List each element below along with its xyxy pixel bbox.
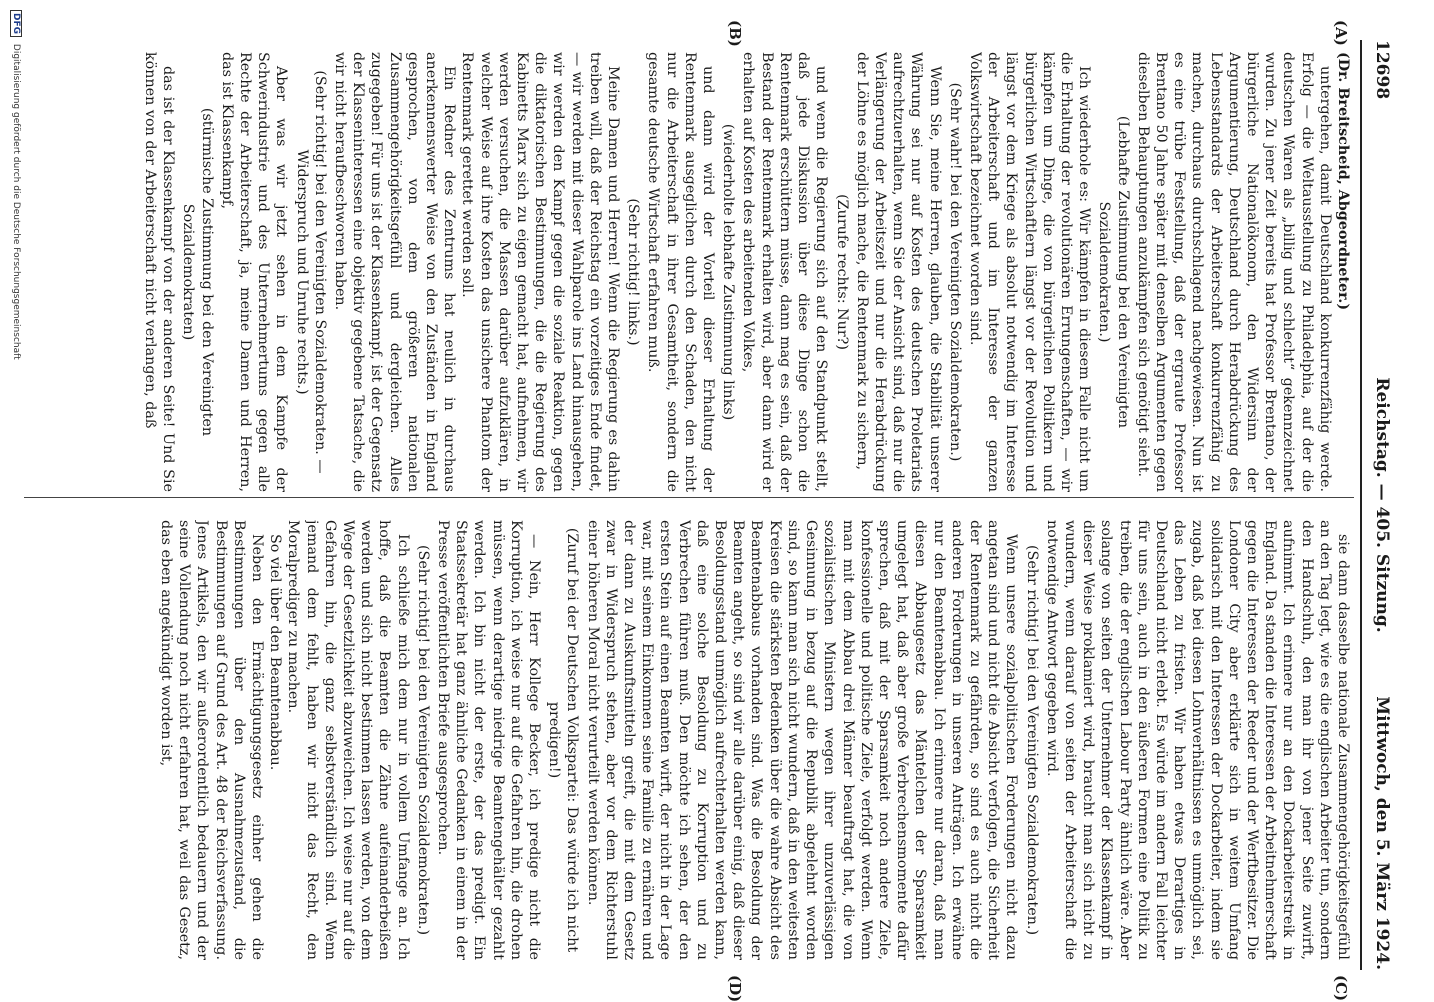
credit-text: Digitalisierung gefördert durch die Deutsche Forschungsgemeinschaft xyxy=(11,43,21,360)
paragraph: Ein Redner des Zentrums hat neulich in durchaus anerkennenswerter Weise von den Zuständen in England gesprochen, von dem größeren nationalen Zusammengehörigkeitsgefühl und dergleichen. Alles zugegeben! Für uns ist der Klassenkampf, ist der Gegensatz der Klasseninteressen eine objektiv gegebene Tatsache, die wir nicht heraufbeschworen haben. xyxy=(332,52,458,492)
paragraph: So viel über den Beamtenabbau. xyxy=(267,534,284,771)
paragraph: Ich schließe mich dem nur in vollem Umfange an. Ich hoffe, daß die Beamten die Zähne aufeinanderbeißen werden und sich nicht bestimmen lassen werden, von dem Wege der Gesetzlichkeit abzuweichen. Ich weise nur auf die Gefahren hin, die ganz selbstverständlich sind. Wenn jemand dem fehlt, haben wir nicht das Recht, den Moralprediger zu machen. xyxy=(285,520,411,960)
paragraph: Neben den Ermächtigungsgesetz einher gehen die Bestimmungen über den Ausnahmezustand, die Bestimmungen auf Grund des Art. 48 der Reichsverfassung. Jenes Artikels, den wir außerordentlich bedauern und der seine Vollendung noch nicht erfahren hat, weil das Gesetz, das eben angekündigt worden ist, xyxy=(158,520,266,960)
session-date: Mittwoch, den 5. März 1924. xyxy=(1372,696,1392,970)
paragraph: — Nein, Herr Kollege Becker, ich predige nicht die Korruption, ich weise nur auf die Gefahren hin, die drohen müssen, wenn derartige niedrige Beamtengehälter gezahlt werden. Ich bin nicht der erste, der das predigt. Ein Staatssekretär hat ganz ähnliche Gedanken in einem in der Presse veröffentlichten Briefe ausgesprochen. xyxy=(435,520,543,960)
interjection: (Zurufe rechts: Nur?) xyxy=(833,194,850,350)
paragraph: und wenn die Regierung sich auf den Standpunkt stellt, daß jede Diskussion über diese Dinge schon die Rentenmark erschüttern müsse, dann mag es sein, daß der Bestand der Rentenmark erhalten wird, aber dann wird er erhalten auf Kosten des arbeitenden Volkes, xyxy=(740,52,830,492)
interjection: (wiederholte lebhafte Zustimmung links) xyxy=(720,123,737,421)
paragraph: das ist der Klassenkampf von der anderen Seite! Und Sie können von der Arbeiterschaft nicht verlangen, daß xyxy=(142,52,177,492)
paragraph: Meine Damen und Herren! Wenn die Regierung es dahin treiben will, daß der Reichstag ein vorzeitiges Ende findet, — wir werden mit dieser Wahlparole ins Land hinausgehen, wir werden den Kampf gegen die soziale Reaktion, gegen die diktatorischen Bestimmungen, die die Regierung des Kabinetts Marx sich zu eigen gemacht hat, aufnehmen, wir werden versuchen, die Massen darüber aufzuklären, in welcher Weise auf ihre Kosten das unsichere Phantom der Rentenmark gerettet werden soll. xyxy=(459,52,622,492)
paragraph: Aber was wir jetzt sehen in dem Kampfe der Schwerindustrie und des Unternehmertums gegen alle Rechte der Arbeiterschaft, ja, meine Damen und Herren, das ist Klassenkampf, xyxy=(218,52,290,492)
margin-marker-a: (A) xyxy=(1332,20,1350,46)
interjection: (Sehr richtig! bei den Vereinigten Sozialdemokraten. — Widerspruch und Unruhe rechts.) xyxy=(293,70,328,474)
paragraph: sie dann dasselbe nationale Zusammengehörigkeitsgefühl an den Tag legt, wie es die englischen Arbeiter tun, sondern den Handschuh, den man ihr von jener Seite zuwirft, aufnimmt. Ich erinnere nur an den Dockarbeiterstreik in England. Da standen die Interessen der Arbeitnehmerschaft gegen die Interessen der Reeder und der Werftbesitzer. Die Londoner City aber erklärte sich in weitem Umfang solidarisch mit den Interessen der Dockarbeiter, indem sie zugab, daß bei diesen Lohnverhältnissen es unmöglich sei, das Leben zu fristen. Wir haben etwas Derartiges in Deutschland nicht erlebt. Es würde im andern Fall leichter für uns sein, auch in den äußeren Formen eine Politik zu treiben, die der englischen Labour Party ähnlich wäre. Aber solange von seiten der Unternehmer der Klassenkampf in dieser Weise proklamiert wird, braucht man sich nicht zu wundern, wenn darauf von seiten der Arbeiterschaft die notwendige Antwort gegeben wird. xyxy=(1043,520,1351,960)
paragraph: Wenn unsere sozialpolitischen Forderungen nicht dazu angetan sind und nicht die Absicht verfolgen, die Sicherheit der Rentenmark zu gefährden, so sind es auch nicht die anderen Forderungen in unseren Anträgen. Ich erwähne nur den Beamtenabbau. Ich erinnere nur daran, daß man diesen Abbaugesetz das Mäntelchen der Sparsamkeit umgelegt hat, daß aber große Verbrechensmomente dafür sprechen, daß mit der Sparsamkeit noch andere Ziele, konfessionelle und politische Ziele, verfolgt werden. Wenn man mit dem Abbau drei Männer beauftragt hat, die von sozialistischen Ministern wegen ihrer unzuverlässigen Gesinnung in bezug auf die Republik abgelehnt worden sind, so kann man sich nicht wundern, daß in den weitesten Kreisen die stärksten Bedenken über die wahre Absicht des Beamtenabbaus vorhanden sind. Was die Besoldung der Beamten angeht, so sind wir alle darüber einig, daß dieser Besoldungsstand unmöglich aufrechterhalten werden kann, daß eine solche Besoldung zu Korruption und zu Verbrechen führen muß. Den möchte ich sehen, der den ersten Stein auf einen Beamten wirft, der nicht in der Lage war, mit seinem Einkommen seine Familie zu ernähren und der dann zu Auskunftsmitteln greift, die mit dem Gesetz zwar in Widerspruch stehen, aber vor dem Richterstuhl einer höheren Moral nicht verurteilt werden können. xyxy=(584,520,1020,960)
page-header xyxy=(1362,40,1392,970)
digitization-credit xyxy=(10,10,22,990)
margin-marker-d: (D) xyxy=(726,975,744,1002)
interjection: (stürmische Zustimmung bei den Vereinigten Sozialdemokraten) xyxy=(180,107,215,437)
right-column xyxy=(32,520,1352,960)
interjection: (Sehr richtig! links.) xyxy=(625,198,642,346)
margin-marker-c: (C) xyxy=(1332,975,1350,1002)
newspaper-page xyxy=(4,0,1404,1000)
interjection: (Lebhafte Zustimmung bei den Vereinigten Sozialdemokraten.) xyxy=(1096,115,1131,429)
interjection: (Zuruf bei der Deutschen Volkspartei: Das würde ich nicht predigen!) xyxy=(546,527,581,953)
speaker-line: (Dr. Breitscheid, Abgeordneter.) xyxy=(1335,52,1351,311)
interjection: (Sehr wahr! bei den Vereinigten Sozialdemokraten.) xyxy=(946,82,963,462)
paragraph: Ich wiederhole es: Wir kämpfen in diesem Falle nicht um die Erhaltung der revolutionären Errungenschaften, — wir kämpfen um Dinge, die von bürgerlichen Politikern und bürgerlichen Wirtschaftlern längst vor der Revolution und längst vor dem Kriege als absolut notwendig im Interesse der Arbeiterschaft und im Interesse der ganzen Volkswirtschaft bezeichnet worden sind. xyxy=(966,52,1093,492)
paragraph: und dann wird der Vorteil dieser Erhaltung der Rentenmark ausgeglichen durch den Schaden, den nicht nur die Arbeiterschaft in ihrer Gesamtheit, sondern die gesamte deutsche Wirtschaft erfahren muß. xyxy=(645,52,717,492)
dfg-logo: DFG xyxy=(10,10,22,37)
page-number: 12698 xyxy=(1372,40,1392,100)
column-divider xyxy=(24,497,1354,498)
left-column xyxy=(32,52,1352,492)
header-rule xyxy=(1360,40,1362,970)
session-title: Reichstag. — 405. Sitzung. xyxy=(1372,377,1392,633)
paragraph: untergehen, damit Deutschland konkurrenzfähig werde. Erfolg — die Weltausstellung zu Philadelphia, auf der die deutschen Waren als „billig und schlecht“ gekennzeichnet wurden. Zu jener Zeit bereits hat Professor Brentano, der bürgerliche Nationalökonom, den Widersinn der Argumentierung, Deutschland durch Herabdrückung des Lebensstandards der Arbeiterschaft konkurrenzfähig zu machen, durchaus durchschlagend nachgewiesen. Nun ist es eine trübe Feststellung, daß der ergraute Professor Brentano 50 Jahre später mit denselben Argumenten gegen dieselben Behauptungen anzukämpfen sich genötigt sieht. xyxy=(1134,52,1333,492)
interjection: (Sehr richtig! bei den Vereinigten Sozialdemokraten.) xyxy=(414,544,431,936)
margin-marker-b: (B) xyxy=(726,20,744,47)
interjection: (Sehr richtig! bei den Vereinigten Sozialdemokraten.) xyxy=(1023,544,1040,936)
paragraph: Wenn Sie, meine Herren, glauben, die Stabilität unserer Währung sei nur auf Kosten des deutschen Proletariats aufrechtzuerhalten, wenn Sie der Ansicht sind, daß nur die Verlängerung der Arbeitszeit und nur die Herabdrückung der Löhne es möglich mache, die Rentenmark zu sichern, xyxy=(853,52,943,492)
